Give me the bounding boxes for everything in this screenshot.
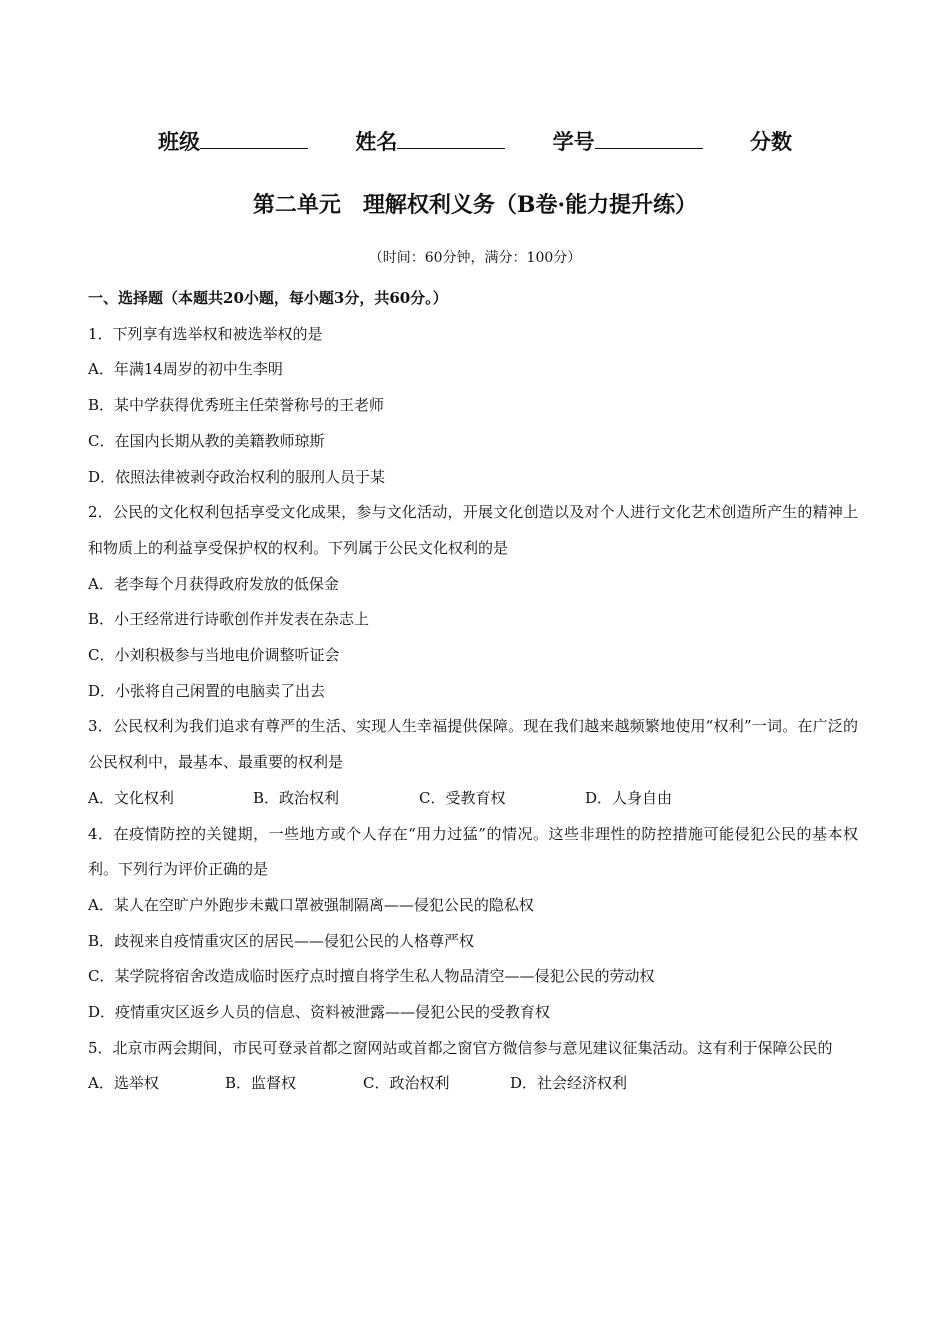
option-b: B．小王经常进行诗歌创作并发表在杂志上 [88, 610, 370, 629]
option-c: C．在国内长期从教的美籍教师琼斯 [88, 431, 325, 450]
section-heading: 一、选择题（本题共20小题，每小题3分，共60分。） [88, 289, 448, 307]
id-blank[interactable] [595, 128, 703, 149]
name-label: 姓名 [355, 129, 398, 154]
question-5 [88, 1031, 858, 1102]
option-a: A．年满14周岁的初中生李明 [88, 360, 283, 379]
score-label: 分数 [749, 129, 792, 154]
option-c: C．小刘积极参与当地电价调整听证会 [88, 646, 340, 665]
name-field [355, 126, 505, 156]
option-d: D．社会经济权利 [510, 1074, 628, 1093]
option-a: A．某人在空旷户外跑步未戴口罩被强制隔离——侵犯公民的隐私权 [88, 895, 534, 914]
question-3 [88, 709, 858, 816]
question-stem: 5．北京市两会期间，市民可登录首都之窗网站或首都之窗官方微信参与意见建议征集活动。这有利于保障公民的 [88, 1038, 833, 1057]
class-field [158, 126, 308, 156]
id-label: 学号 [552, 129, 595, 154]
option-d: D．人身自由 [585, 788, 673, 807]
option-d: D．小张将自己闲置的电脑卖了出去 [88, 681, 326, 700]
option-row [88, 1066, 858, 1102]
option-b: B．歧视来自疫情重灾区的居民——侵犯公民的人格尊严权 [88, 931, 475, 950]
class-label: 班级 [158, 129, 201, 154]
page-title: 第二单元 理解权利义务（B卷·能力提升练） [252, 192, 698, 218]
option-a: A．老李每个月获得政府发放的低保金 [88, 574, 339, 593]
option-c: C．政治权利 [363, 1074, 450, 1093]
question-1 [88, 317, 858, 496]
question-stem: 2．公民的文化权利包括享受文化成果，参与文化活动，开展文化创造以及对个人进行文化艺术创造所产生的精神上和物质上的利益享受保护权的权利。下列属于公民文化权利的是 [88, 503, 858, 557]
question-2 [88, 495, 858, 709]
option-d: D．疫情重灾区返乡人员的信息、资料被泄露——侵犯公民的受教育权 [88, 1003, 551, 1022]
id-field [553, 126, 703, 156]
option-c: C．受教育权 [419, 788, 506, 807]
option-a: A．选举权 [88, 1074, 159, 1093]
option-row [88, 781, 858, 817]
option-c: C．某学院将宿舍改造成临时医疗点时擅自将学生私人物品清空——侵犯公民的劳动权 [88, 967, 655, 986]
question-stem: 4．在疫情防控的关键期，一些地方或个人存在“用力过猛”的情况。这些非理性的防控措施可能侵犯公民的基本权利。下列行为评价正确的是 [88, 824, 858, 879]
option-b: B．监督权 [225, 1074, 297, 1093]
question-list [88, 281, 858, 1102]
name-blank[interactable] [397, 128, 505, 149]
class-blank[interactable] [200, 128, 308, 149]
option-b: B．政治权利 [253, 788, 340, 807]
option-a: A．文化权利 [88, 788, 174, 807]
option-d: D．依照法律被剥夺政治权利的服刑人员于某 [88, 467, 386, 486]
question-stem: 3．公民权利为我们追求有尊严的生活、实现人生幸福提供保障。现在我们越来越频繁地使用“权利”一词。在广泛的公民权利中，最基本、最重要的权利是 [88, 717, 858, 772]
score-field [750, 126, 792, 156]
option-b: B．某中学获得优秀班主任荣誉称号的王老师 [88, 396, 385, 415]
question-4 [88, 817, 858, 1031]
student-info-line [0, 126, 950, 156]
exam-time-score: （时间：60分钟，满分：100分） [368, 250, 582, 266]
question-stem: 1．下列享有选举权和被选举权的是 [88, 324, 323, 343]
